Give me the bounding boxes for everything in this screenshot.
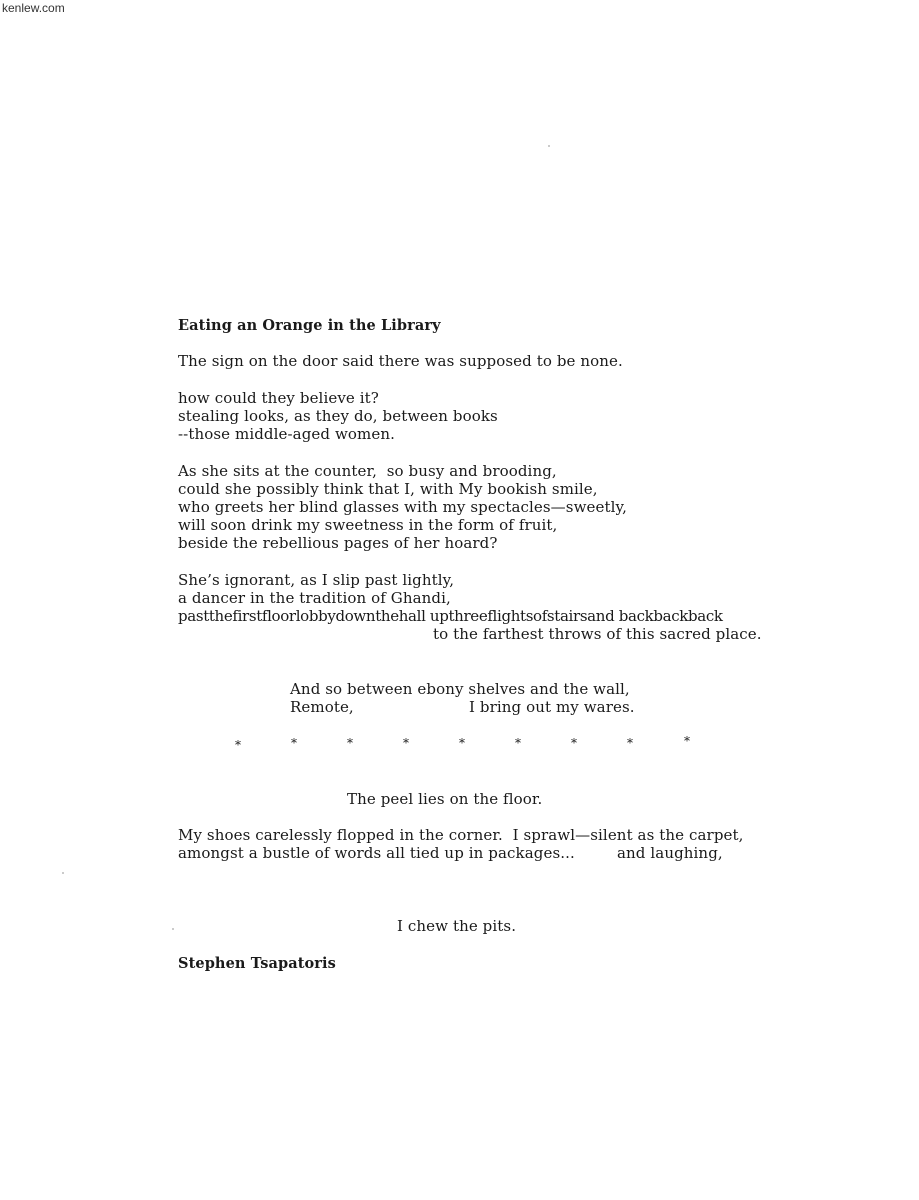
poem-line: --those middle-aged women.: [178, 425, 395, 443]
separator-star: *: [459, 736, 465, 750]
poem-line: a dancer in the tradition of Ghandi,: [178, 589, 451, 607]
poem-line: pastthefirstfloorlobbydownthehall upthreeflightsofstairsand backbackback: [178, 607, 723, 625]
poem-title: Eating an Orange in the Library: [178, 317, 441, 334]
poem-line: As she sits at the counter, so busy and brooding,: [178, 462, 557, 480]
poem-line: I chew the pits.: [397, 917, 517, 935]
scan-speck: [172, 928, 174, 930]
poem-line: She’s ignorant, as I slip past lightly,: [178, 571, 455, 589]
poem-line: could she possibly think that I, with My bookish smile,: [178, 480, 598, 498]
separator-star: *: [347, 736, 353, 750]
poem-line: The peel lies on the floor.: [347, 790, 543, 808]
separator-star: *: [515, 736, 521, 750]
scan-speck: [62, 872, 64, 874]
watermark: kenlew.com: [2, 1, 65, 15]
poem-line: And so between ebony shelves and the wall,: [290, 680, 630, 698]
poem-line: beside the rebellious pages of her hoard?: [178, 534, 498, 552]
separator-star: *: [684, 734, 690, 748]
poem-line: The sign on the door said there was supposed to be none.: [178, 352, 623, 370]
poem-line: I bring out my wares.: [469, 698, 635, 716]
poem-line: to the farthest throws of this sacred place.: [433, 625, 762, 643]
separator-star: *: [291, 736, 297, 750]
poem-line: how could they believe it?: [178, 389, 379, 407]
author-name: Stephen Tsapatoris: [178, 955, 336, 972]
poem-line: stealing looks, as they do, between books: [178, 407, 498, 425]
poem-line: who greets her blind glasses with my spectacles—sweetly,: [178, 498, 627, 516]
scan-speck: [548, 145, 550, 147]
poem-line: My shoes carelessly flopped in the corner. I sprawl—silent as the carpet,: [178, 826, 744, 844]
separator-star: *: [627, 736, 633, 750]
poem-line: amongst a bustle of words all tied up in packages...: [178, 844, 575, 862]
separator-star: *: [571, 736, 577, 750]
separator-star: *: [403, 736, 409, 750]
poem-line: and laughing,: [617, 844, 723, 862]
poem-line: will soon drink my sweetness in the form of fruit,: [178, 516, 558, 534]
separator-star: *: [235, 738, 241, 752]
poem-line: Remote,: [290, 698, 354, 716]
